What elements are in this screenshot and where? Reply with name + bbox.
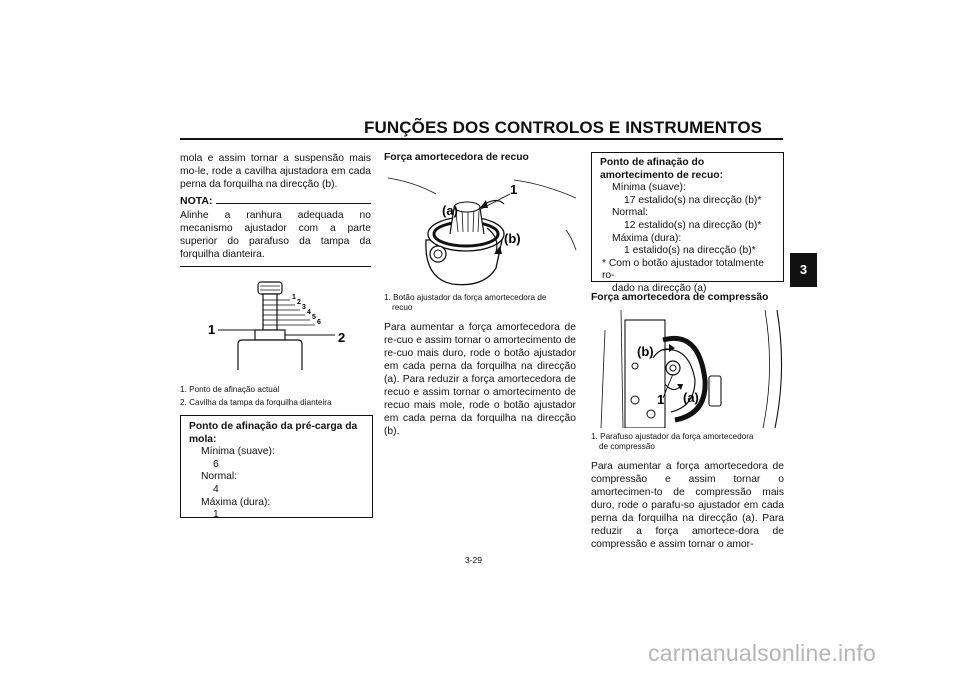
rebound-label-b: (b) <box>504 231 521 246</box>
rebound-spec-box <box>591 152 784 294</box>
compression-callout-1: 1 <box>657 392 665 407</box>
rebound-max-label: Máxima (dura): <box>612 232 682 244</box>
rebound-min-label: Mínima (suave): <box>612 182 686 194</box>
page-number: 3-29 <box>465 555 483 565</box>
nota-end-rule <box>180 266 371 267</box>
rebound-paragraph: Para aumentar a força amortecedora de re-cuo e assim tornar o amortecimento de re-cuo mais duro, rode o botão ajustador em cada perna da forquilha na direcção (a). Para reduzir a força amortecedora de recuo e assim tornar o amortecimento de recuo mais mole, rode o botão ajustador em cada perna da forquilha na direcção (b). <box>384 322 576 437</box>
compression-paragraph: Para aumentar a força amortecedora de compressão e assim tornar o amortecimen-to de compressão mais duro, rode o parafu-so ajustador em cada perna da forquilha na direcção (a). Para reduzir a força amortece-dora de compressão e assim tornar o amor- <box>591 461 784 550</box>
rebound-note-line2: dado na direcção (a) <box>612 282 707 294</box>
page-title: FUNÇÕES DOS CONTROLOS E INSTRUMENTOS <box>364 118 763 137</box>
tick-label-2: 2 <box>297 299 301 306</box>
preload-max-value: 1 <box>213 509 219 521</box>
nota-text: Alinhe a ranhura adequada no mecanismo ajustador com a parte superior do parafuso da tampa da forquilha dianteira. <box>180 210 371 260</box>
preload-spec-box <box>180 415 373 521</box>
callout-1: 1 <box>208 322 216 337</box>
nota-block <box>180 195 371 267</box>
rebound-caption-line2: recuo <box>392 303 413 312</box>
preload-max-label: Máxima (dura): <box>201 496 271 508</box>
rebound-adjuster-illustration <box>384 168 580 290</box>
rebound-normal-value: 12 estalido(s) na direcção (b)* <box>624 219 762 231</box>
preload-spec-title: Ponto de afinação da pré-carga da mola: <box>189 421 358 445</box>
rebound-min-value: 17 estalido(s) na direcção (b)* <box>624 194 762 206</box>
compression-caption <box>591 432 787 452</box>
rebound-label-a: (a) <box>442 203 458 218</box>
compression-caption-line1: 1. Parafuso ajustador da força amortecedora <box>591 432 754 441</box>
nota-label: NOTA: <box>180 195 213 207</box>
caption-1: 1. Ponto de afinação actual <box>180 385 280 394</box>
chapter-tab: 3 <box>790 253 817 287</box>
compression-heading: Força amortecedora de compressão <box>591 292 769 303</box>
intro-paragraph: mola e assim tornar a suspensão mais mo-le, rode a cavilha ajustadora em cada perna da forquilha na direcção (b). <box>180 153 371 190</box>
rebound-caption <box>384 293 580 313</box>
rebound-normal-label: Normal: <box>612 207 649 219</box>
tick-label-1: 1 <box>292 294 296 301</box>
preload-min-value: 6 <box>213 458 219 470</box>
rebound-callout-1: 1 <box>510 182 518 197</box>
callout-2: 2 <box>338 330 346 345</box>
nota-rule <box>216 203 371 204</box>
compression-label-b: (b) <box>637 344 654 359</box>
fork-cap-illustration <box>200 274 360 370</box>
fig1-captions <box>180 385 375 408</box>
preload-min-label: Mínima (suave): <box>201 446 275 458</box>
rebound-heading: Força amortecedora de recuo <box>384 152 529 163</box>
tick-label-6: 6 <box>317 319 321 326</box>
compression-adjuster-illustration <box>591 310 787 428</box>
tick-label-4: 4 <box>307 309 311 316</box>
compression-label-a: (a) <box>683 390 699 405</box>
compression-caption-line2: de compressão <box>599 442 655 451</box>
header-rule <box>180 138 783 140</box>
tick-label-3: 3 <box>302 304 306 311</box>
watermark: carmanualsonline.info <box>648 640 876 666</box>
tick-label-5: 5 <box>312 314 316 321</box>
rebound-max-value: 1 estalido(s) na direcção (b)* <box>624 245 756 257</box>
rebound-caption-line1: 1. Botão ajustador da força amortecedora de <box>384 293 547 302</box>
preload-normal-label: Normal: <box>201 471 238 483</box>
caption-2: 2. Cavilha da tampa da forquilha dianteira <box>180 398 332 407</box>
preload-normal-value: 4 <box>213 483 219 495</box>
rebound-spec-title: Ponto de afinação do amortecimento de recuo: <box>600 157 724 181</box>
rebound-note-line1: * Com o botão ajustador totalmente ro- <box>602 257 764 282</box>
